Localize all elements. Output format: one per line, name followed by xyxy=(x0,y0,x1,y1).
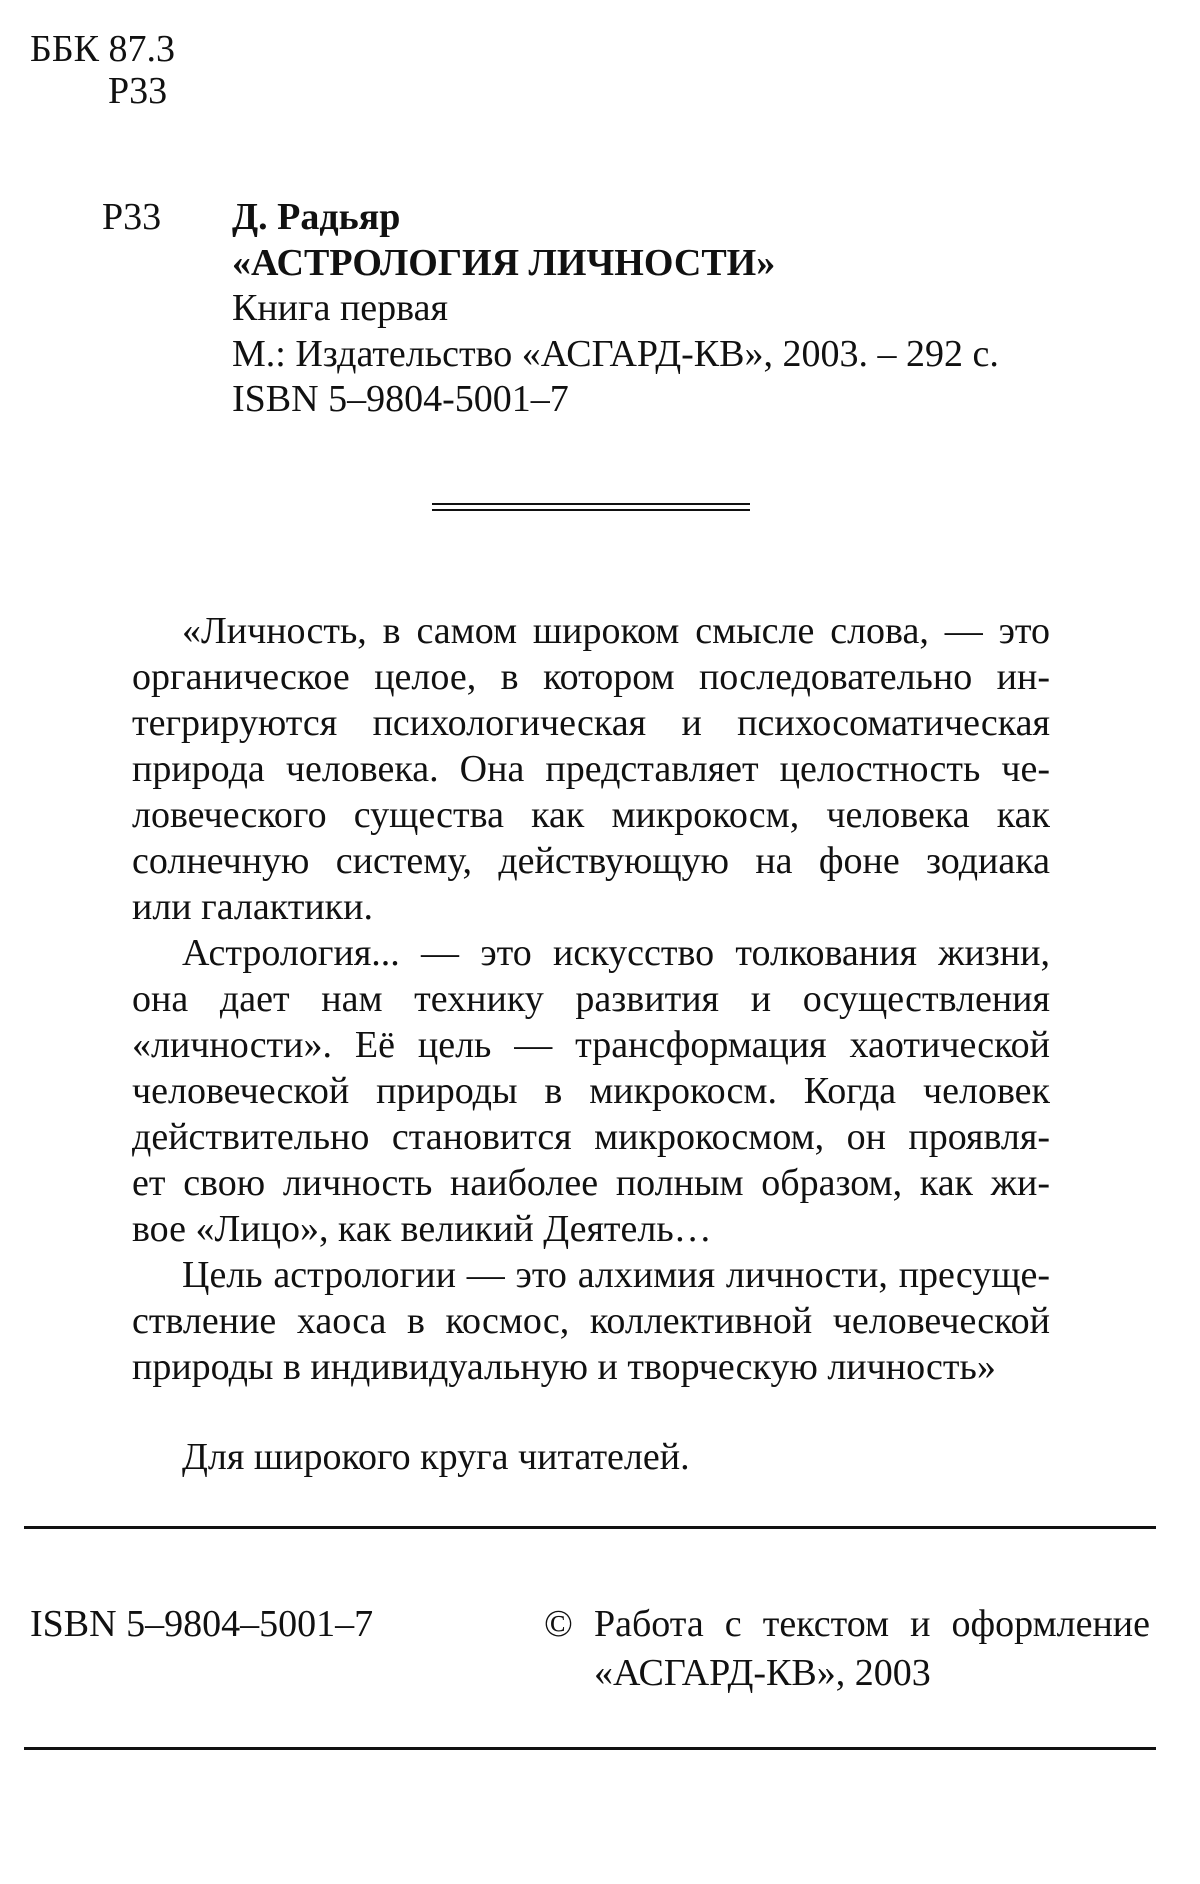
isbn-line: ISBN 5–9804-5001–7 xyxy=(232,378,569,420)
annotation-paragraph xyxy=(132,608,1050,930)
text-line: вое «Лицо», как великий Деятель… xyxy=(132,1208,712,1250)
annotation-body xyxy=(132,608,1050,1390)
footer-isbn: ISBN 5–9804–5001–7 xyxy=(30,1603,374,1645)
author-name: Д. Радьяр xyxy=(232,196,401,238)
copyright-notice xyxy=(544,1601,1150,1696)
double-divider xyxy=(432,503,750,511)
text-line: солнечную систему, действующую на фоне зодиака xyxy=(132,840,1050,882)
book-title: «АСТРОЛОГИЯ ЛИЧНОСТИ» xyxy=(232,241,776,284)
annotation-paragraph xyxy=(132,930,1050,1252)
text-line: человеческой природы в микрокосм. Когда человек xyxy=(132,1070,1050,1112)
text-line: или галактики. xyxy=(132,886,373,928)
horizontal-rule xyxy=(24,1747,1156,1750)
text-line: ствление хаоса в космос, коллективной человеческой xyxy=(132,1300,1050,1342)
record-author-mark: Р33 xyxy=(102,196,162,238)
bbk-index: ББК 87.3 xyxy=(30,28,175,70)
text-line: органическое целое, в котором последовательно ин- xyxy=(132,656,1050,698)
text-line: «личности». Её цель — трансформация хаотической xyxy=(132,1024,1050,1066)
text-line: тегрируются психологическая и психосоматическая xyxy=(132,702,1050,744)
text-line: Цель астрологии — это алхимия личности, пресуще- xyxy=(182,1254,1050,1296)
text-line: природы в индивидуальную и творческую личность» xyxy=(132,1346,996,1388)
text-line: природа человека. Она представляет целостность че- xyxy=(132,748,1050,790)
text-line: ловеческого существа как микрокосм, человека как xyxy=(132,794,1050,836)
bibliographic-record xyxy=(232,195,999,423)
text-line: Астрология... — это искусство толкования жизни, xyxy=(182,932,1050,974)
text-line: «Личность, в самом широком смысле слова, — это xyxy=(182,610,1050,652)
horizontal-rule xyxy=(24,1526,1156,1529)
text-line: ет свою личность наиболее полным образом, как жи- xyxy=(132,1162,1050,1204)
audience-note: Для широкого круга читателей. xyxy=(182,1436,690,1478)
text-line: действительно становится микрокосмом, он проявля- xyxy=(132,1116,1050,1158)
book-subtitle: Книга первая xyxy=(232,287,448,329)
author-mark: Р33 xyxy=(108,70,168,112)
annotation-paragraph xyxy=(132,1252,1050,1390)
imprint-line: М.: Издательство «АСГАРД-КВ», 2003. – 292 с. xyxy=(232,332,999,375)
copyright-holder: «АСГАРД-КВ», 2003 xyxy=(594,1652,931,1694)
copyright-line: © Работа с текстом и оформление xyxy=(544,1603,1150,1645)
text-line: она дает нам технику развития и осуществления xyxy=(132,978,1050,1020)
